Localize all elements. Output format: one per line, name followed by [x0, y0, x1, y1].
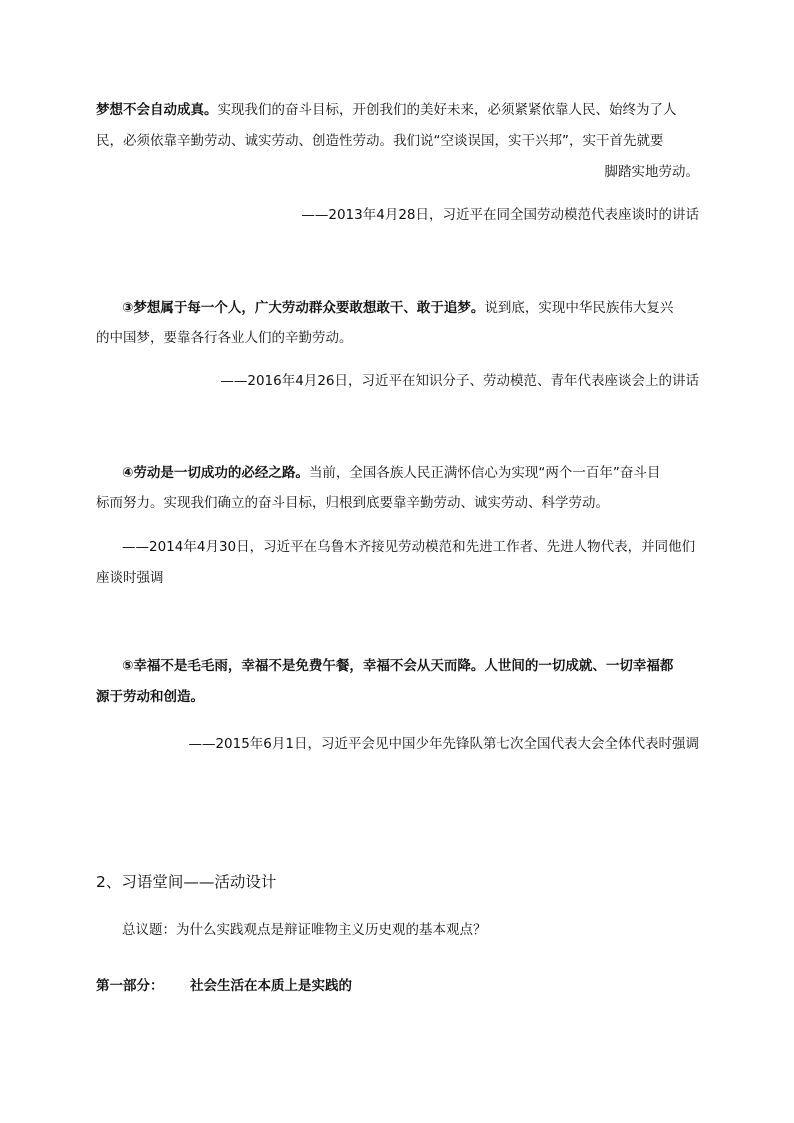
quote5-source: ——2015年6月1日，习近平会见中国少年先锋队第七次全国代表大会全体代表时强调 [188, 736, 699, 752]
quote1-bold-text: 梦想不会自动成真。 [96, 102, 218, 118]
quote1-source: ——2013年4月28日，习近平在同全国劳动模范代表座谈时的讲话 [301, 207, 699, 223]
quote3-source: ——2016年4月26日，习近平在知识分子、劳动模范、青年代表座谈会上的讲话 [220, 373, 699, 389]
quote5-line2: 源于劳动和创造。 [96, 689, 204, 705]
quote5-line1: ⑤幸福不是毛毛雨，幸福不是免费午餐，幸福不会从天而降。人世间的一切成就、一切幸福都 [122, 658, 674, 674]
quote1-line3: 脚踏实地劳动。 [604, 164, 699, 180]
quote1-line1 [96, 100, 677, 120]
quote3-bold-text: ③梦想属于每一个人，广大劳动群众要敢想敢干、敢于追梦。 [122, 300, 485, 316]
quote3-text: 说到底，实现中华民族伟大复兴 [484, 300, 674, 316]
quote4-source-line1: ——2014年4月30日，习近平在乌鲁木齐接见劳动模范和先进工作者、先进人物代表，并同他们 [122, 539, 696, 555]
quote3-line2: 的中国梦，要靠各行各业人们的辛勤劳动。 [96, 330, 353, 346]
part-label: 第一部分： [96, 978, 164, 994]
overall-question: 总议题：为什么实践观点是辩证唯物主义历史观的基本观点？ [122, 922, 487, 938]
quote1-text: 实现我们的奋斗目标，开创我们的美好未来，必须紧紧依靠人民、始终为了人 [217, 102, 677, 118]
section-heading: 2、习语堂间——活动设计 [96, 873, 277, 891]
quote4-line1 [122, 463, 660, 483]
quote4-source-line2: 座谈时强调 [96, 570, 164, 586]
quote4-text: 当前，全国各族人民正满怀信心为实现“两个一百年”奋斗目 [308, 465, 661, 481]
quote4-line2: 标而努力。实现我们确立的奋斗目标，归根到底要靠辛勤劳动、诚实劳动、科学劳动。 [96, 495, 609, 511]
quote3-line1 [122, 298, 673, 318]
quote1-line2: 民，必须依靠辛勤劳动、诚实劳动、创造性劳动。我们说“空谈误国，实干兴邦”，实干首先就要 [96, 133, 664, 149]
quote4-bold-text: ④劳动是一切成功的必经之路。 [122, 465, 309, 481]
part-title: 社会生活在本质上是实践的 [190, 978, 352, 994]
